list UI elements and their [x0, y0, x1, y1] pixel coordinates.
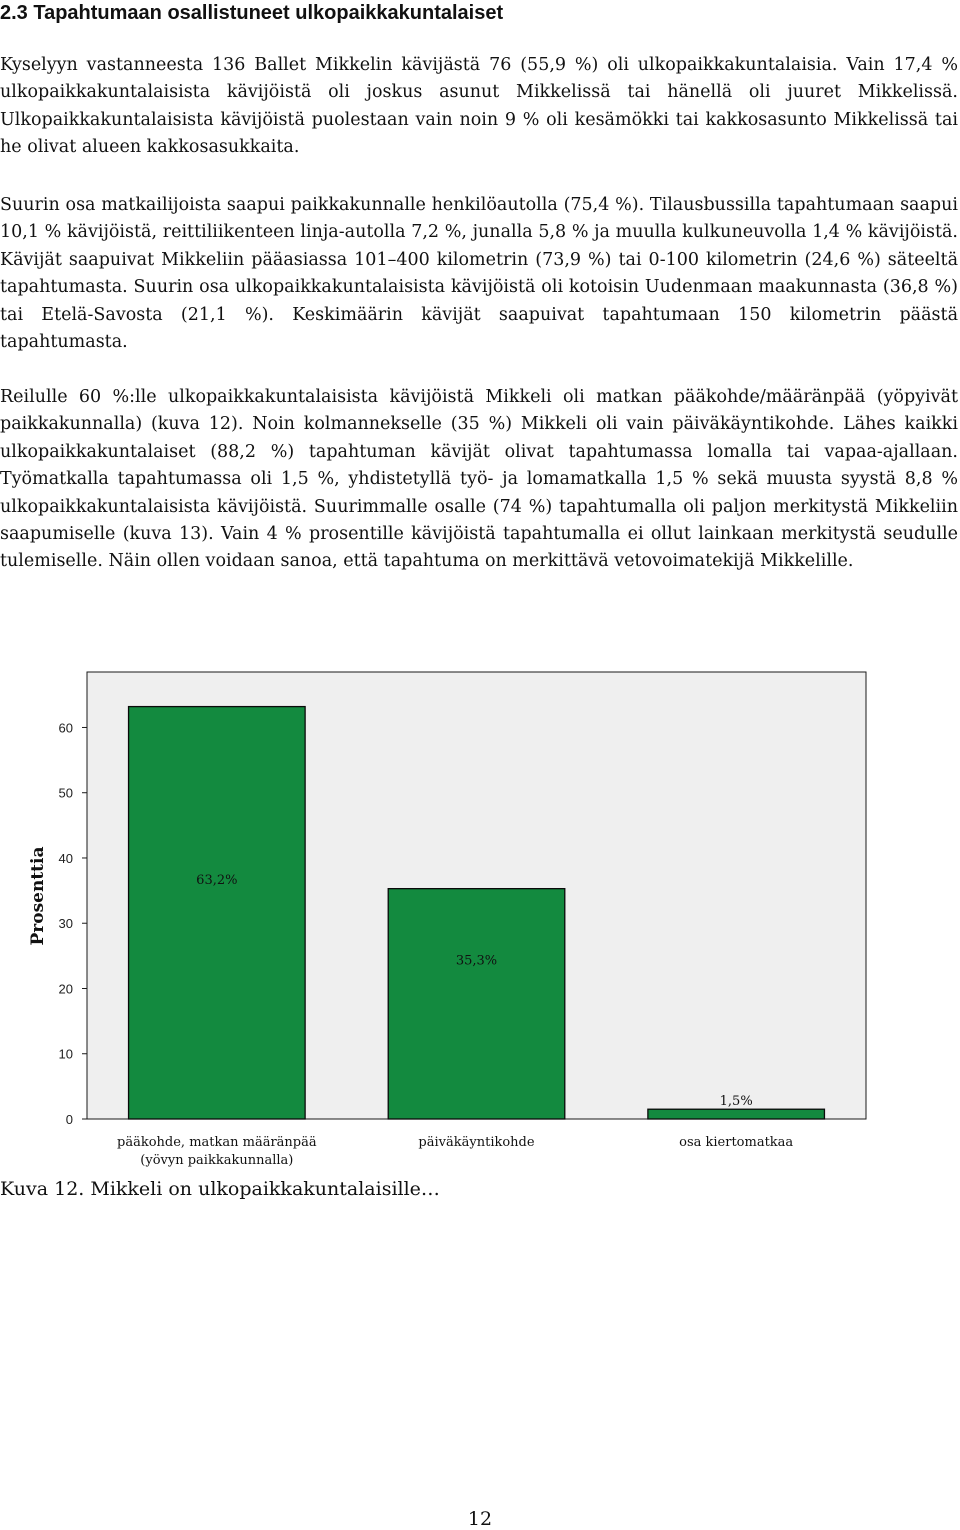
y-axis-ticks [59, 720, 87, 1127]
category-label-0: (yövyn paikkakunnalla) [140, 1153, 294, 1168]
figure-caption: Kuva 12. Mikkeli on ulkopaikkakuntalaisille… [0, 1178, 440, 1200]
category-label-1: päiväkäyntikohde [418, 1135, 535, 1150]
data-label-0: 63,2% [196, 872, 238, 888]
y-tick-label: 30 [58, 916, 73, 932]
page-number: 12 [467, 1508, 493, 1530]
data-label-2: 1,5% [719, 1094, 753, 1110]
y-tick-label: 10 [58, 1046, 73, 1062]
category-labels [117, 1135, 793, 1168]
section-heading: 2.3 Tapahtumaan osallistuneet ulkopaikkakuntalaiset [0, 2, 504, 24]
category-label-0: pääkohde, matkan määränpää [117, 1135, 317, 1150]
y-tick-label: 60 [58, 720, 73, 736]
y-tick-label: 50 [58, 785, 73, 801]
bar-chart [0, 650, 960, 1175]
data-label-1: 35,3% [455, 953, 498, 969]
bar-0 [129, 707, 306, 1119]
category-label-2: osa kiertomatkaa [679, 1135, 794, 1150]
y-axis-title: Prosenttia [28, 846, 48, 946]
y-tick-label: 40 [58, 850, 73, 866]
bar-1 [388, 889, 565, 1119]
paragraph-travel: Suurin osa matkailijoista saapui paikkakunnalle henkilöautolla (75,4 %). Tilausbussilla tapahtumaan saapui 10,1 % kävijöistä, reittiliikenteen linja-autolla 7,2 %, junalla 5,8 % ja muulla kulkuneuvolla 1,4 % kävijöistä. Kävijät saapuivat Mikkeliin pääasiassa 101–400 kilometrin (73,9 %) tai 0-100 kilometrin (24,6 %) säteeltä tapahtumasta. Suurin osa ulkopaikkakuntalaisista kävijöistä oli kotoisin Uudenmaan maakunnasta (36,8 %) tai Etelä-Savosta (21,1 %). Keskimäärin kävijät saapuivat tapahtumaan 150 kilometrin päästä tapahtumasta. [0, 195, 958, 353]
y-tick-label: 0 [65, 1112, 73, 1127]
paragraph-destination: Reilulle 60 %:lle ulkopaikkakuntalaisista kävijöistä Mikkeli oli matkan pääkohde/määränpää (yöpyivät paikkakunnalla) (kuva 12). Noin kolmannekselle (35 %) Mikkeli oli vain päiväkäyntikohde. Lähes kaikki ulkopaikkakuntalaiset (88,2 %) tapahtuman kävijät olivat tapahtumassa lomalla tai vapaa-ajallaan. Työmatkalla tapahtumassa oli 1,5 %, yhdistetyllä työ- ja lomamatkalla 1,5 % sekä muusta syystä 8,8 % ulkopaikkakuntalaisista kävijöistä. Suurimmalle osalle (74 %) tapahtumalla oli paljon merkitystä Mikkeliin saapumiselle (kuva 13). Vain 4 % prosentille kävijöistä tapahtumalla ei ollut lainkaan merkitystä seudulle tulemiselle. Näin ollen voidaan sanoa, että tapahtuma on merkittävä vetovoimatekijä Mikkelille. [0, 387, 958, 572]
bar-2 [648, 1109, 825, 1119]
paragraph-visitors: Kyselyyn vastanneesta 136 Ballet Mikkelin kävijästä 76 (55,9 %) oli ulkopaikkakuntalaisia. Vain 17,4 % ulkopaikkakuntalaisista kävijöistä oli joskus asunut Mikkelissä tai hänellä oli juuret Mikkelissä. Ulkopaikkakuntalaisista kävijöistä puolestaan vain noin 9 % oli kesämökki tai kakkosasunto Mikkelissä tai he olivat alueen kakkosasukkaita. [0, 55, 958, 158]
y-tick-label: 20 [58, 981, 73, 997]
